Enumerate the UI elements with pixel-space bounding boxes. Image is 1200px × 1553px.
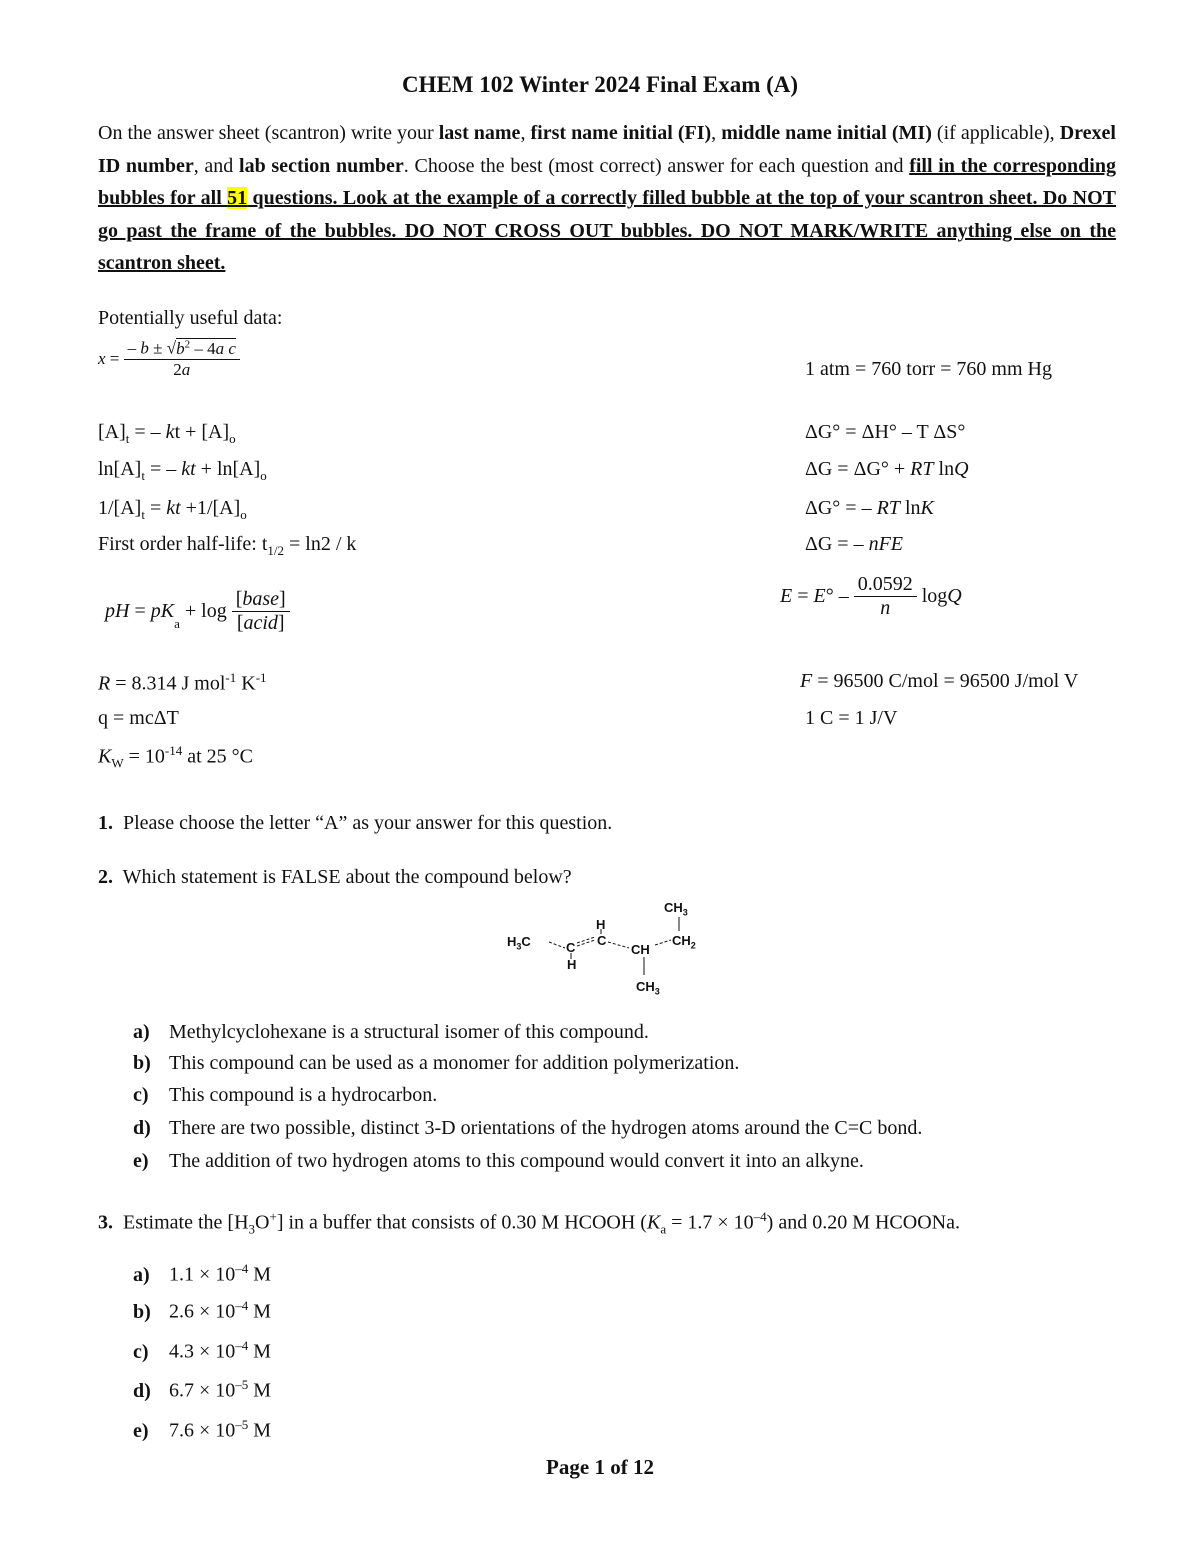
methyl-bottom: $CH_3$: [636, 979, 660, 997]
faraday-constant: F = 96500 C/mol = 96500 J/mol V: [800, 670, 1079, 692]
exam-title: CHEM 102 Winter 2024 Final Exam (A): [401, 72, 799, 97]
first-order-equation: $\ln[A]_t$ = – kt + $\ln[A]_o$: [98, 458, 267, 483]
question-3: 3. Estimate the $[H_3O^+]$ in a buffer that consists of 0.30 M HCOOH $(K_a = 1.7 \times 10^{-4})$ and 0.20 M HCOONa.: [98, 1209, 960, 1237]
q3-option-d[interactable]: d) $6.7 \times 10^{-5}$ M: [133, 1377, 272, 1402]
atom-h-under: H: [567, 957, 577, 972]
instructions-paragraph: On the answer sheet (scantron) write your last name, first name initial (FI), middle name initial (MI) (if applicable), Drexel ID number, and lab section number. Choose the best (most correct) answer for each question and fill in the corresponding bubbles for all 51 questions. Look at the example of a correctly filled bubble at the top of your scantron sheet. Do NOT go past the frame of the bubbles. DO NOT CROSS OUT bubbles. DO NOT MARK/WRITE anything else on the scantron sheet.: [98, 122, 1116, 275]
q3-option-e[interactable]: e) $7.6 \times 10^{-5}$ M: [133, 1417, 272, 1442]
q2-option-b[interactable]: b) This compound can be used as a monomer for addition polymerization.: [133, 1052, 740, 1074]
zero-order-equation: $[A]_t$ = – kt + $[A]_o$: [98, 421, 236, 446]
compound-structure: [505, 895, 725, 1000]
henderson-hasselbalch: pH = $pK_a + \log$ $\frac{\text{[base]}}{\text{[acid]}}$: [105, 588, 290, 635]
q2-option-a[interactable]: a) Methylcyclohexane is a structural isomer of this compound.: [133, 1021, 649, 1043]
gas-constant: R = 8.314 J mol$^{-1}$ $K^{-1}$: [98, 670, 267, 695]
q2-option-c[interactable]: c) This compound is a hydrocarbon.: [133, 1084, 438, 1106]
gibbs-standard: ΔG° = ΔH° – T ΔS°: [805, 421, 966, 443]
methyl-top: $CH_3$: [664, 900, 688, 918]
nernst-equation: E = E° – $\frac{0.0592}{n}$ logQ: [780, 573, 962, 619]
second-order-equation: $1/[A]_t$ = kt $+1/[A]_o$: [98, 497, 247, 522]
gibbs-cell-potential: ΔG = – nFE: [805, 533, 904, 555]
q3-option-b[interactable]: b) $2.6 \times 10^{-4}$ M: [133, 1298, 272, 1323]
gibbs-reaction-quotient: ΔG = ΔG° + RT lnQ: [805, 458, 969, 480]
question-2: 2. Which statement is FALSE about the compound below?: [98, 866, 572, 888]
q2-option-d[interactable]: d) There are two possible, distinct 3-D orientations of the hydrogen atoms around the C=C bond.: [133, 1117, 923, 1139]
atm-conversion: 1 atm = 760 torr = 760 mm Hg: [805, 358, 1052, 380]
page-number: Page 1 of 12: [546, 1455, 654, 1479]
q2-option-e[interactable]: e) The addition of two hydrogen atoms to this compound would convert it into an alkyne.: [133, 1150, 864, 1172]
q3-option-a[interactable]: a) $1.1 \times 10^{-4}$ M: [133, 1261, 272, 1286]
useful-data-heading: Potentially useful data:: [98, 307, 283, 329]
atom-h-top: H: [596, 917, 606, 932]
gibbs-equilibrium: ΔG° = – RT lnK: [805, 497, 934, 519]
question-1: 1. Please choose the letter “A” as your answer for this question.: [98, 812, 613, 834]
atom-c-left: C: [566, 940, 576, 955]
half-life-equation: First order half-life: $t_{1/2} = \ln 2 / k$: [98, 533, 357, 558]
coulomb-conversion: 1 C = 1 J/V: [805, 707, 898, 729]
methylene: $CH_2$: [672, 933, 696, 951]
atom-ch: CH: [631, 942, 650, 957]
atom-c-right: C: [597, 933, 607, 948]
question-count-highlight: 51: [227, 187, 248, 210]
heat-equation: q = mcΔT: [98, 707, 179, 729]
quadratic-formula: x = $\frac{- b \pm √b^2 - 4a c}{2a}$: [98, 338, 240, 380]
methyl-left: $H_3C$: [507, 934, 531, 952]
water-ion-product: $K_W = 10^{-14}$ at 25 °C: [98, 743, 254, 771]
q3-option-c[interactable]: c) $4.3 \times 10^{-4}$ M: [133, 1338, 272, 1363]
